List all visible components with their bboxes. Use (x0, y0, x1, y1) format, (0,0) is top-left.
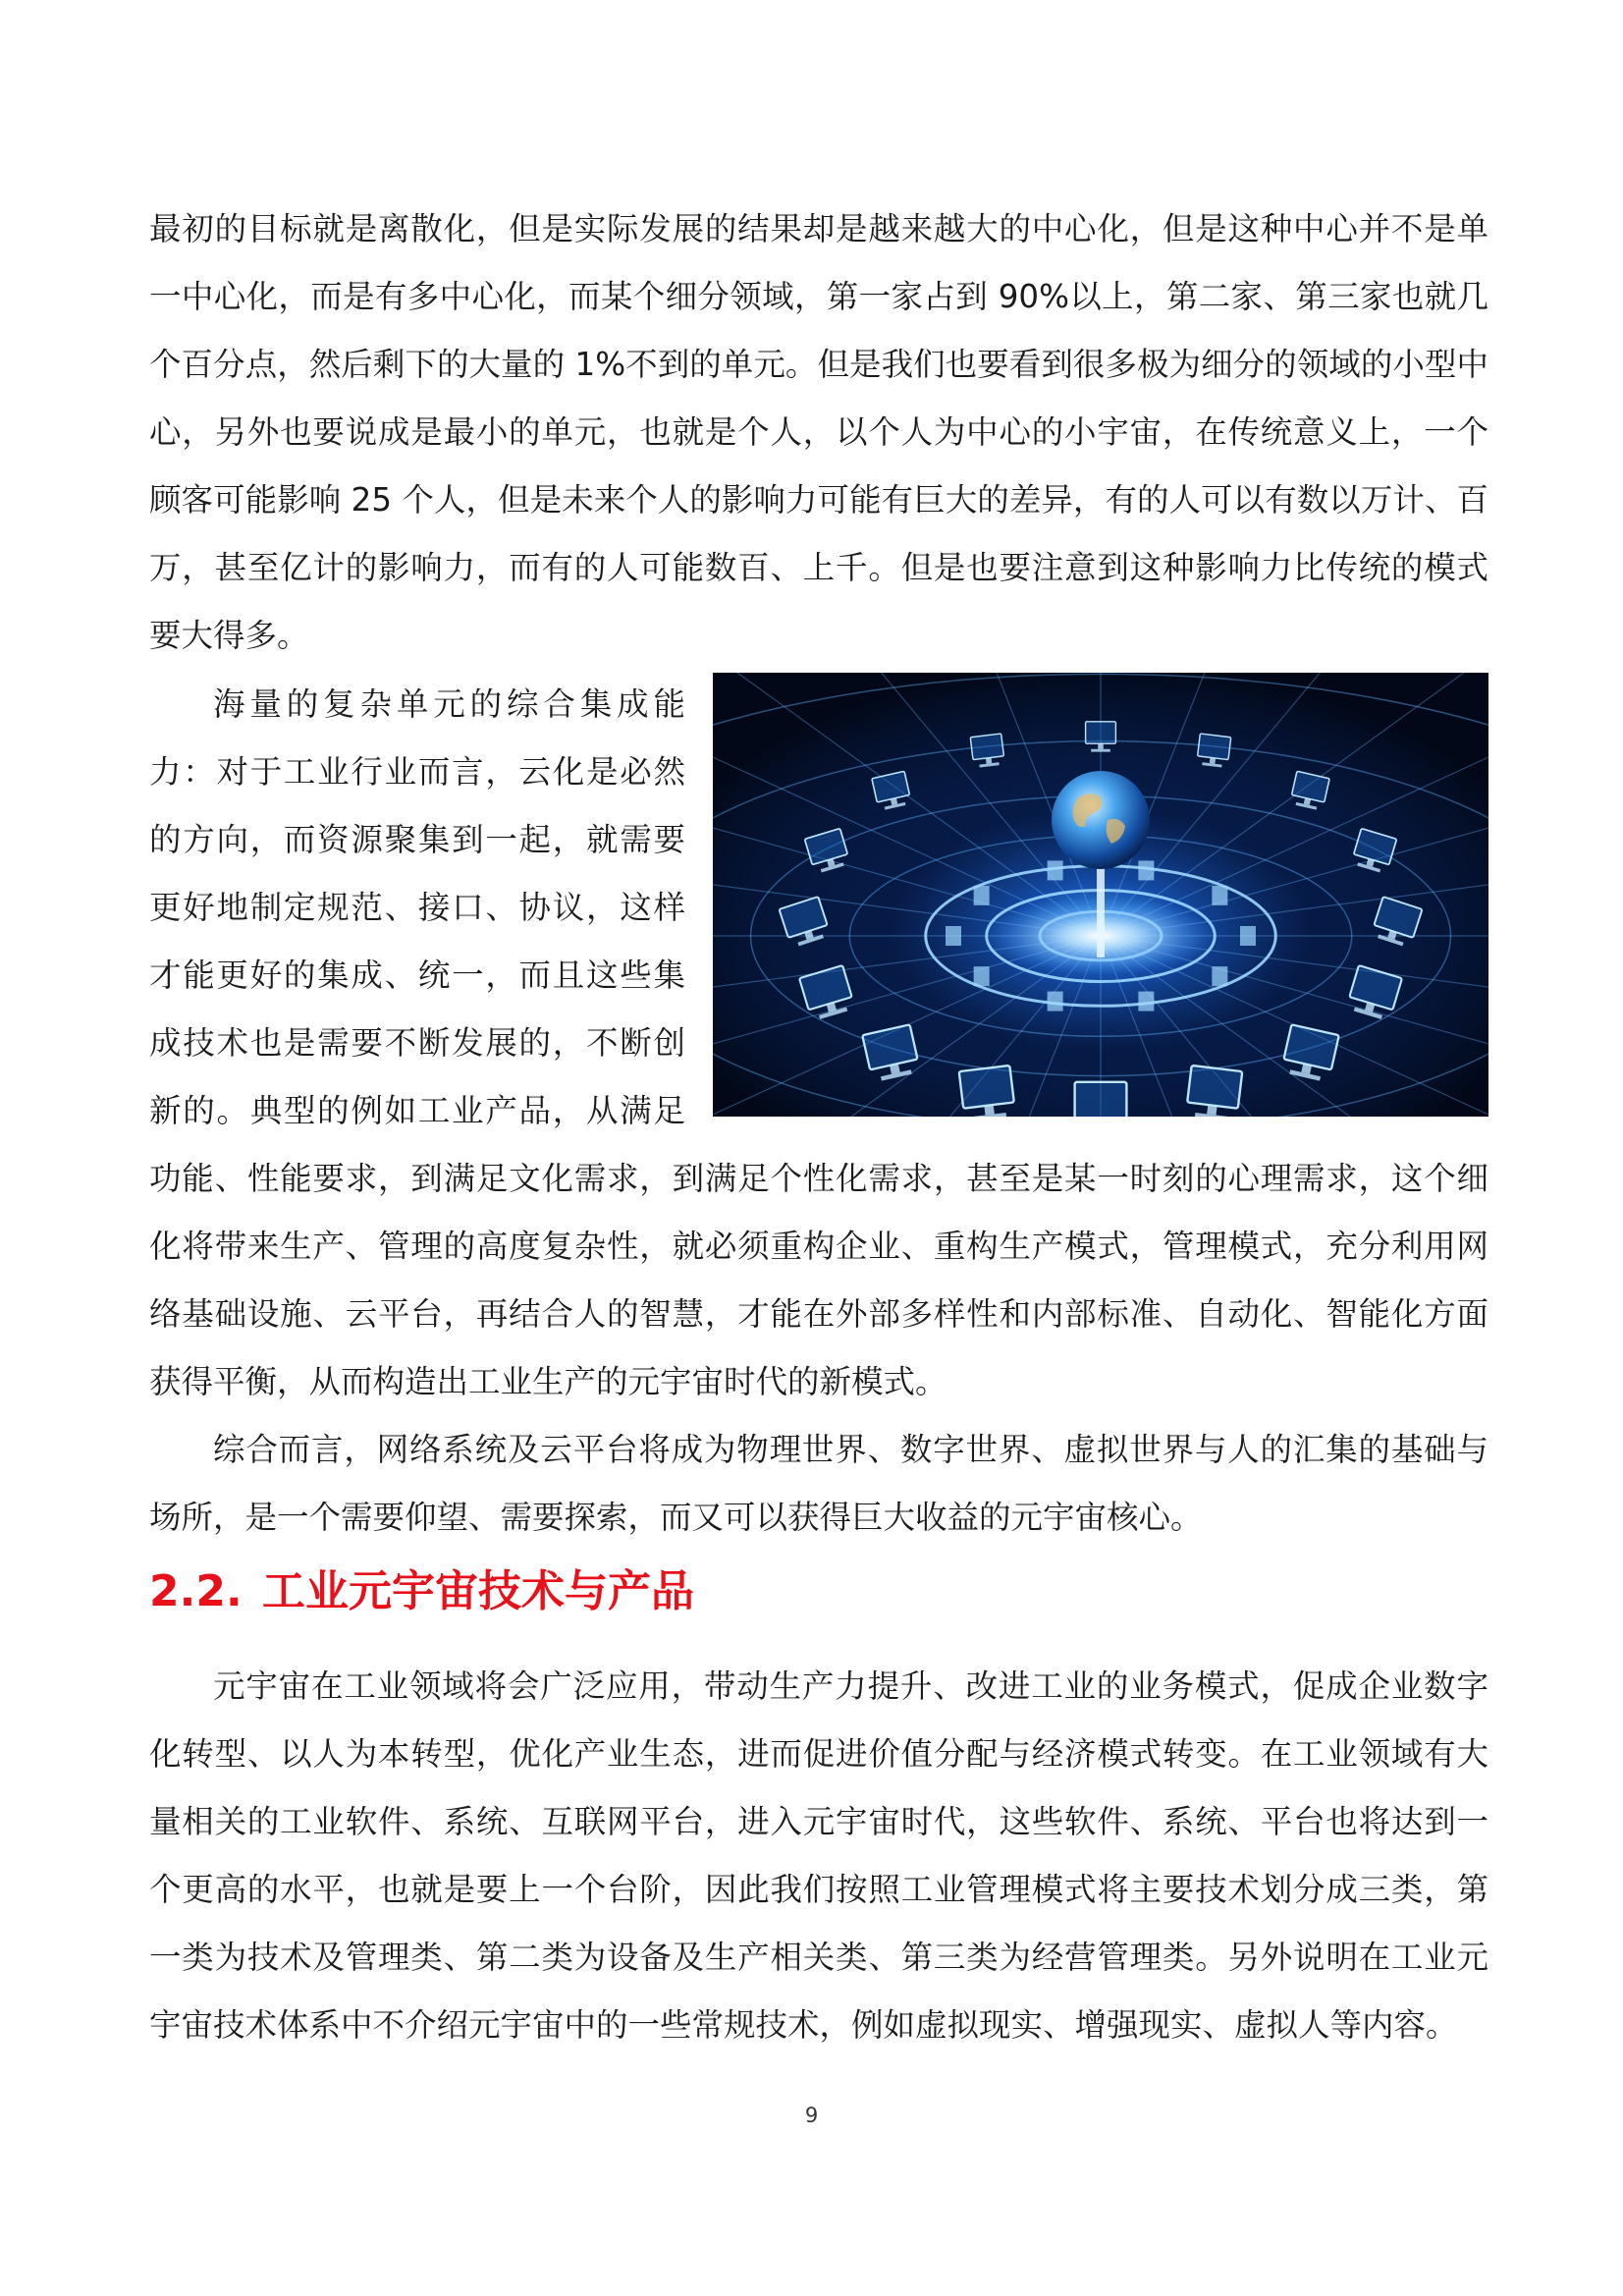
section-heading (149, 1558, 694, 1626)
section-number: 2.2. (149, 1566, 243, 1616)
document-tile-icon (1212, 886, 1227, 905)
network-globe-illustration (713, 673, 1488, 1117)
paragraph-integration (149, 671, 1488, 1416)
document-tile-icon (1048, 860, 1063, 880)
page-number: 9 (804, 2104, 819, 2127)
document-tile-icon (974, 966, 990, 986)
document-tile-icon (946, 926, 961, 946)
globe-icon (1052, 771, 1150, 869)
document-tile-icon (1212, 966, 1227, 986)
section-title: 工业元宇宙技术与产品 (262, 1566, 694, 1616)
network-globe-graphic (713, 673, 1488, 1117)
paragraph-decentralization: 最初的目标就是离散化，但是实际发展的结果却是越来越大的中心化，但是这种中心并不是单一中心化，而是有多中心化，而某个细分领域，第一家占到 90%以上，第二家、第三家也就几个百分点，然后剩下的大量的 1%不到的单元。但是我们也要看到很多极为细分的领域的小型中心，另外也要说成是最小的单元，也就是个人，以个人为中心的小宇宙，在传统意义上，一个顾客可能影响 25 个人，但是未来个人的影响力可能有巨大的差异，有的人可以有数以万计、百万，甚至亿计的影响力，而有的人可能数百、上千。但是也要注意到这种影响力比传统的模式要大得多。 (149, 210, 1488, 654)
paragraph-section-intro: 元宇宙在工业领域将会广泛应用，带动生产力提升、改进工业的业务模式，促成企业数字化转型、以人为本转型，优化产业生态，进而促进价值分配与经济模式转变。在工业领域有大量相关的工业软件、系统、互联网平台，进入元宇宙时代，这些软件、系统、平台也将达到一个更高的水平，也就是要上一个台阶，因此我们按照工业管理模式将主要技术划分成三类，第一类为技术及管理类、第二类为设备及生产相关类、第三类为经营管理类。另外说明在工业元宇宙技术体系中不介绍元宇宙中的一些常规技术，例如虚拟现实、增强现实、虚拟人等内容。 (149, 1667, 1488, 2044)
document-tile-icon (1138, 860, 1154, 880)
document-tile-icon (1240, 926, 1256, 946)
document-tile-icon (974, 886, 990, 905)
paragraph-integration-text: 海量的复杂单元的综合集成能力：对于工业行业而言，云化是必然的方向，而资源聚集到一起，就需要更好地制定规范、接口、协议，这样才能更好的集成、统一，而且这些集成技术也是需要不断发展的，不断创新的。典型的例如工业产品，从满足功能、性能要求，到满足文化需求，到满足个性化需求，甚至是某一时刻的心理需求，这个细化将带来生产、管理的高度复杂性，就必须重构企业、重构生产模式，管理模式，充分利用网络基础设施、云平台，再结合人的智慧，才能在外部多样性和内部标准、自动化、智能化方面获得平衡，从而构造出工业生产的元宇宙时代的新模式。 (149, 685, 1488, 1400)
paragraph-summary: 综合而言，网络系统及云平台将成为物理世界、数字世界、虚拟世界与人的汇集的基础与场所，是一个需要仰望、需要探索，而又可以获得巨大收益的元宇宙核心。 (149, 1431, 1488, 1536)
monitor-icon (1075, 1082, 1127, 1117)
document-tile-icon (1138, 992, 1154, 1011)
document-tile-icon (1048, 992, 1063, 1011)
